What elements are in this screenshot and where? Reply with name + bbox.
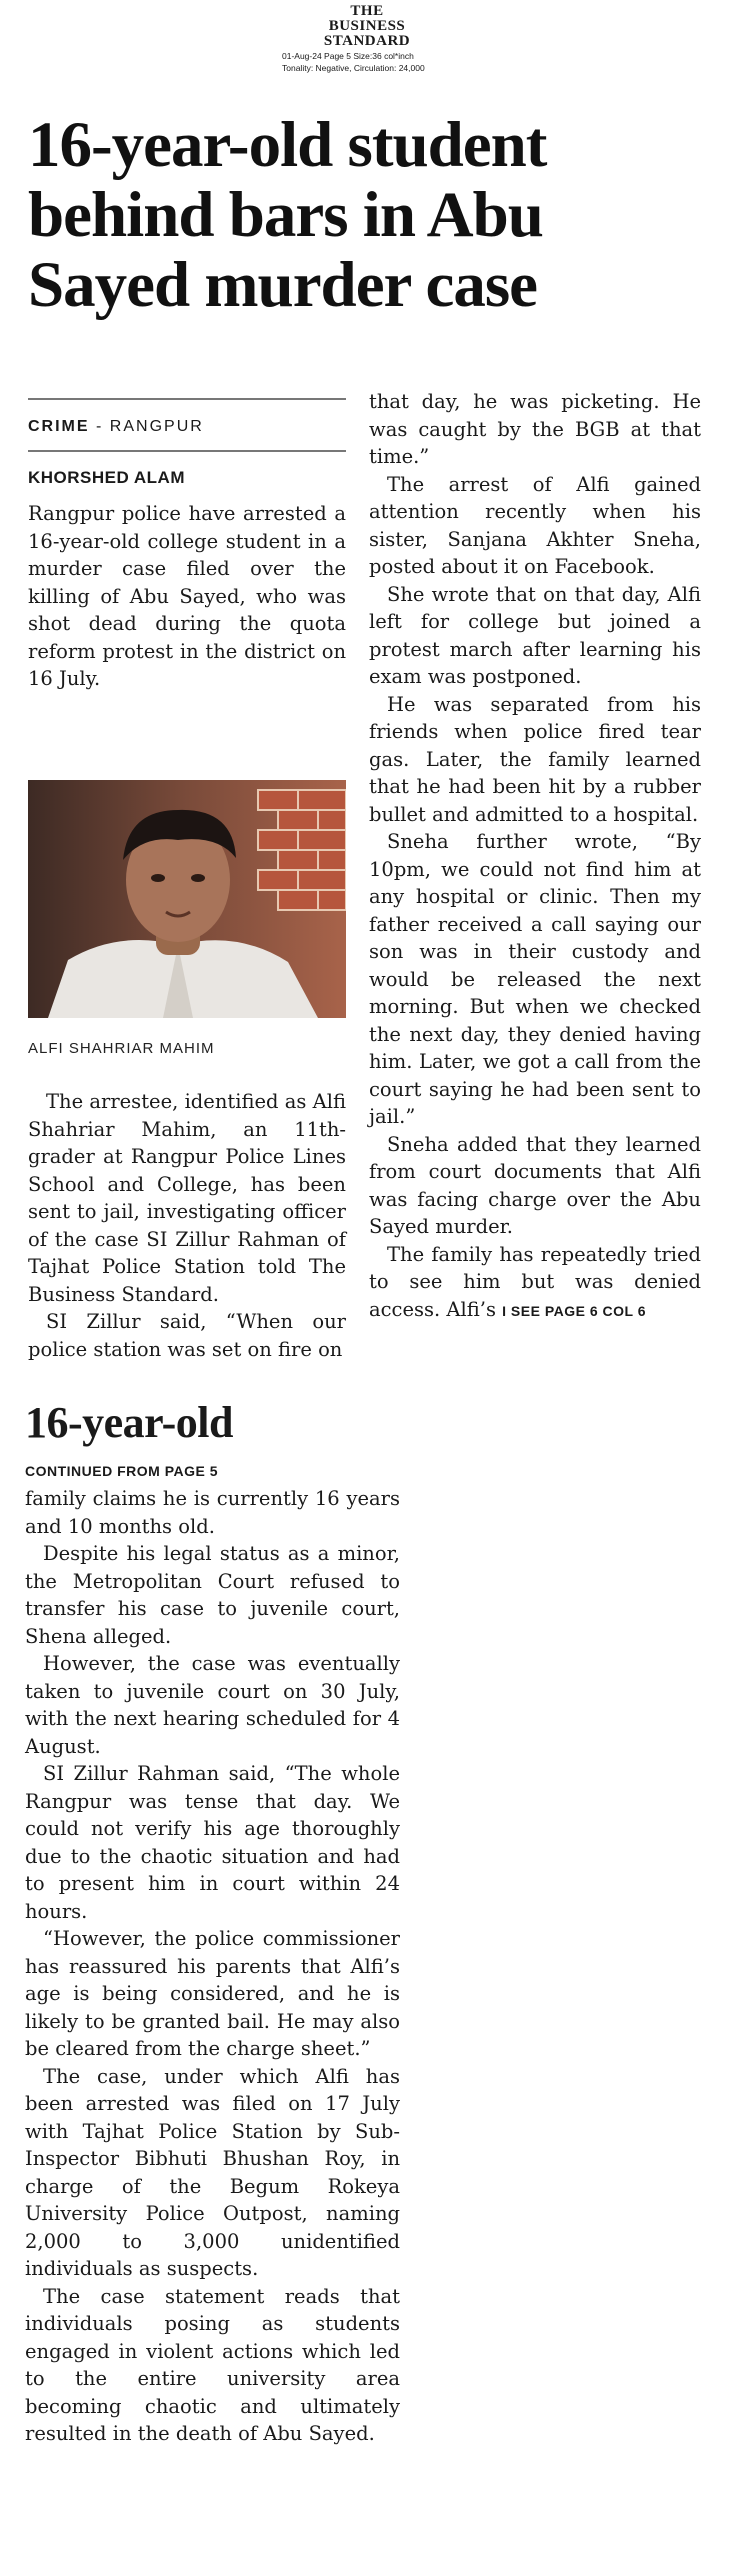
byline: KHORSHED ALAM — [28, 468, 185, 487]
article-paragraph: She wrote that on that day, Alfi left for college but joined a protest march after learning his exam was postponed. — [369, 582, 701, 688]
article-column-1-bottom — [28, 1088, 346, 1363]
article-paragraph: However, the case was eventually taken to juvenile court on 30 July, with the next hearing scheduled for 4 August. — [25, 1652, 400, 1758]
article-paragraph: SI Zillur Rahman said, “The whole Rangpur was tense that day. We could not verify his age thoroughly due to the chaotic situation and had to present him in court within 24 hours. — [25, 1762, 400, 1923]
location-label: RANGPUR — [109, 418, 204, 435]
headline-line-2: behind bars in Abu — [28, 179, 543, 251]
newspaper-name-line3: STANDARD — [323, 33, 411, 49]
clipping-meta-tonality: Tonality: Negative, Circulation: 24,000 — [282, 63, 425, 73]
clipping-meta-date: 01-Aug-24 Page 5 Size:36 col*inch — [282, 51, 414, 61]
article-paragraph: He was separated from his friends when police fired tear gas. Later, the family learned that he had been hit by a rubber bullet and admitted to a hospital. — [369, 692, 701, 826]
article-paragraph — [369, 1241, 701, 1326]
article-paragraph: The arrestee, identified as Alfi Shahriar Mahim, an 11th-grader at Rangpur Police Lines School and College, has been sent to jail, investigating officer of the case SI Zillur Rahman of Tajhat Police Station told The Business Standard. — [28, 1090, 346, 1306]
newspaper-name-line1: THE — [350, 3, 384, 19]
article-headline — [28, 110, 718, 320]
continuation-column — [25, 1485, 400, 2448]
article-paragraph: Despite his legal status as a minor, the Metropolitan Court refused to transfer his case to juvenile court, Shena alleged. — [25, 1542, 400, 1648]
article-paragraph: family claims he is currently 16 years and 10 months old. — [25, 1487, 400, 1538]
article-paragraph: The arrest of Alfi gained attention recently when his sister, Sanjana Akhter Sneha, posted about it on Facebook. — [369, 472, 701, 578]
photo-caption: ALFI SHAHRIAR MAHIM — [28, 1040, 215, 1057]
section-rule-top — [28, 398, 346, 400]
article-paragraph: The case, under which Alfi has been arrested was filed on 17 July with Tajhat Police Station by Sub-Inspector Bibhuti Bhushan Roy, in charge of the Begum Rokeya University Police Outpost, naming 2,000 to 3,000 unidentified individuals as suspects. — [25, 2064, 400, 2280]
article-paragraph: “However, the police commissioner has reassured his parents that Alfi’s age is being considered, and he is likely to be granted bail. He may also be cleared from the charge sheet.” — [25, 1927, 400, 2060]
article-paragraph: Rangpur police have arrested a 16-year-old college student in a murder case filed over the killing of Abu Sayed, who was shot dead during the quota reform protest in the district on 16 July. — [28, 502, 346, 690]
article-paragraph: SI Zillur said, “When our police station was set on fire on — [28, 1310, 346, 1361]
kicker-separator: - — [96, 418, 104, 435]
paragraph-text: The family has repeatedly tried to see him but was denied access. Alfi’s — [369, 1242, 701, 1321]
masthead — [282, 4, 452, 73]
article-column-2 — [369, 388, 701, 1325]
article-paragraph: The case statement reads that individuals posing as students engaged in violent actions which led to the entire university area becoming chaotic and ultimately resulted in the death of Abu Sayed. — [25, 2284, 400, 2445]
portrait-photo — [28, 780, 346, 1018]
article-paragraph: that day, he was picketing. He was caught by the BGB at that time.” — [369, 390, 701, 468]
section-kicker — [28, 418, 204, 436]
headline-line-3: Sayed murder case — [28, 249, 537, 321]
section-rule-middle — [28, 450, 346, 452]
article-paragraph: Sneha added that they learned from court documents that Alfi was facing charge over the Abu Sayed murder. — [369, 1132, 701, 1238]
article-paragraph: Sneha further wrote, “By 10pm, we could not find him at any hospital or clinic. Then my father received a call saying our son was in their custody and would be released the next morning. But when we checked the next day, they denied having him. Later, we got a call from the court saying he had been sent to jail.” — [369, 830, 701, 1128]
section-label: CRIME — [28, 418, 90, 435]
see-page-jump: I SEE PAGE 6 COL 6 — [502, 1302, 647, 1319]
continuation-headline: 16-year-old — [25, 1398, 233, 1447]
newspaper-name-line2: BUSINESS — [328, 18, 406, 34]
portrait-illustration — [28, 780, 346, 1018]
article-column-1-top — [28, 500, 346, 693]
continued-from-label: CONTINUED FROM PAGE 5 — [25, 1463, 219, 1479]
headline-line-1: 16-year-old student — [28, 109, 547, 181]
